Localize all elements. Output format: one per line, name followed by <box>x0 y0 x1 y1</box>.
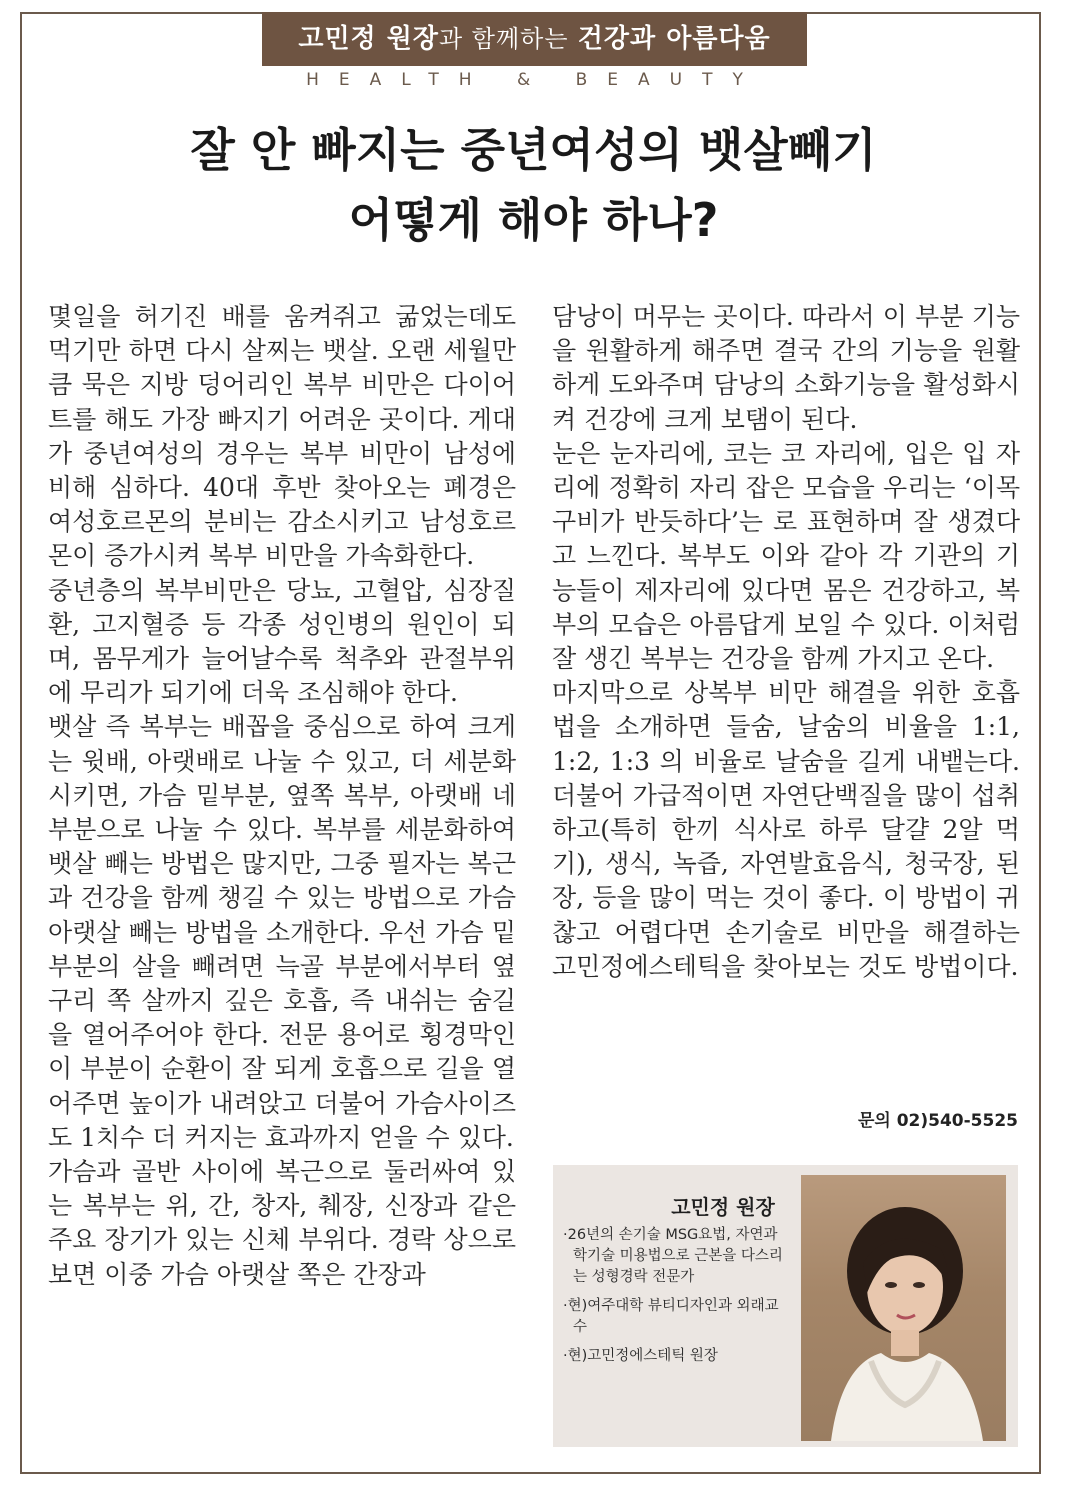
header-name: 고민정 원장 <box>298 24 439 54</box>
article-title <box>40 115 1027 255</box>
profile-list <box>563 1225 791 1375</box>
author-profile <box>553 1165 1018 1447</box>
author-portrait-icon <box>801 1175 1006 1441</box>
paragraph: 담낭이 머무는 곳이다. 따라서 이 부분 기능을 원활하게 해주면 결국 간의 기능을 원활하게 도와주며 담낭의 소화기능을 활성화시켜 건강에 크게 보탬이 된다. <box>552 302 1020 434</box>
title-line-2: 어떻게 해야 하나? <box>348 193 719 247</box>
left-column <box>48 300 516 1292</box>
profile-item: ·현)여주대학 뷰티디자인과 외래교수 <box>563 1298 779 1335</box>
paragraph: 몇일을 허기진 배를 움켜쥐고 굶었는데도 먹기만 하면 다시 살찌는 뱃살. 오랜 세월만큼 묵은 지방 덩어리인 복부 비만은 다이어트를 해도 가장 빠지기 어려운 곳이다. 게대가 중년여성의 경우는 복부 비만이 남성에 비해 심하다. 40대 후반 찾아오는 폐경은 여성호르몬의 분비는 감소시키고 남성호르몬이 증가시켜 복부 비만을 가속화한다. <box>48 302 516 571</box>
right-column <box>552 300 1020 984</box>
profile-name: 고민정 원장 <box>671 1195 775 1219</box>
profile-item: ·26년의 손기술 MSG요법, 자연과학기술 미용법으로 근본을 다스리는 성형경락 전문가 <box>563 1227 783 1285</box>
header-topic: 건강과 아름다움 <box>577 24 771 54</box>
paragraph: 눈은 눈자리에, 코는 코 자리에, 입은 입 자리에 정확히 자리 잡은 모습을 우리는 ‘이목구비가 반듯하다’는 로 표현하며 잘 생겼다고 느낀다. 복부도 이와 같아 각 기관의 기능들이 제자리에 있다면 몸은 건강하고, 복부의 모습은 아름답게 보일 수 있다. 이처럼 잘 생긴 복부는 건강을 함께 가지고 온다. <box>552 438 1020 674</box>
profile-item: ·현)고민정에스테틱 원장 <box>563 1348 718 1364</box>
contact-info: 문의 02)540-5525 <box>857 1111 1018 1131</box>
paragraph: 가슴과 골반 사이에 복근으로 둘러싸여 있는 복부는 위, 간, 창자, 췌장, 신장과 같은 주요 장기가 있는 신체 부위다. 경락 상으로 보면 이중 가슴 아랫살 쪽은 간장과 <box>48 1157 516 1289</box>
paragraph: 뱃살 즉 복부는 배꼽을 중심으로 하여 크게는 윗배, 아랫배로 나눌 수 있고, 더 세분화시키면, 가슴 밑부분, 옆쪽 복부, 아랫배 네 부분으로 나눌 수 있다. 복부를 세분화하여 뱃살 빼는 방법은 많지만, 그중 필자는 복근과 건강을 함께 챙길 수 있는 방법으로 가슴 아랫살 빼는 방법을 소개한다. 우선 가슴 밑 부분의 살을 빼려면 늑골 부분에서부터 옆구리 쪽 살까지 깊은 호흡, 즉 내쉬는 숨길을 열어주어야 한다. 전문 용어로 횡경막인 이 부분이 순환이 잘 되게 호흡으로 길을 열어주면 높이가 내려앉고 더불어 가슴사이즈도 1치수 더 커지는 효과까지 얻을 수 있다. <box>48 712 516 1152</box>
paragraph: 중년층의 복부비만은 당뇨, 고혈압, 심장질환, 고지혈증 등 각종 성인병의 원인이 되며, 몸무게가 늘어날수록 척추와 관절부위에 무리가 되기에 더욱 조심해야 한다. <box>48 575 516 708</box>
author-photo <box>801 1175 1006 1441</box>
title-line-1: 잘 안 빠지는 중년여성의 뱃살빼기 <box>190 123 877 177</box>
header-subtitle: HEALTH & BEAUTY <box>306 70 763 90</box>
header-connector: 과 함께하는 <box>438 25 569 53</box>
column-header <box>262 12 807 66</box>
paragraph: 마지막으로 상복부 비만 해결을 위한 호흡법을 소개하면 들숨, 날숨의 비율을 1:1, 1:2, 1:3 의 비율로 날숨을 길게 내뱉는다. 더불어 가급적이면 자연단백질을 많이 섭취하고(특히 한끼 식사로 하루 달걀 2알 먹기), 생식, 녹즙, 자연발효음식, 청국장, 된장, 등을 많이 먹는 것이 좋다. 이 방법이 귀찮고 어렵다면 손기술로 비만을 해결하는 고민정에스테틱을 찾아보는 것도 방법이다. <box>552 678 1020 981</box>
